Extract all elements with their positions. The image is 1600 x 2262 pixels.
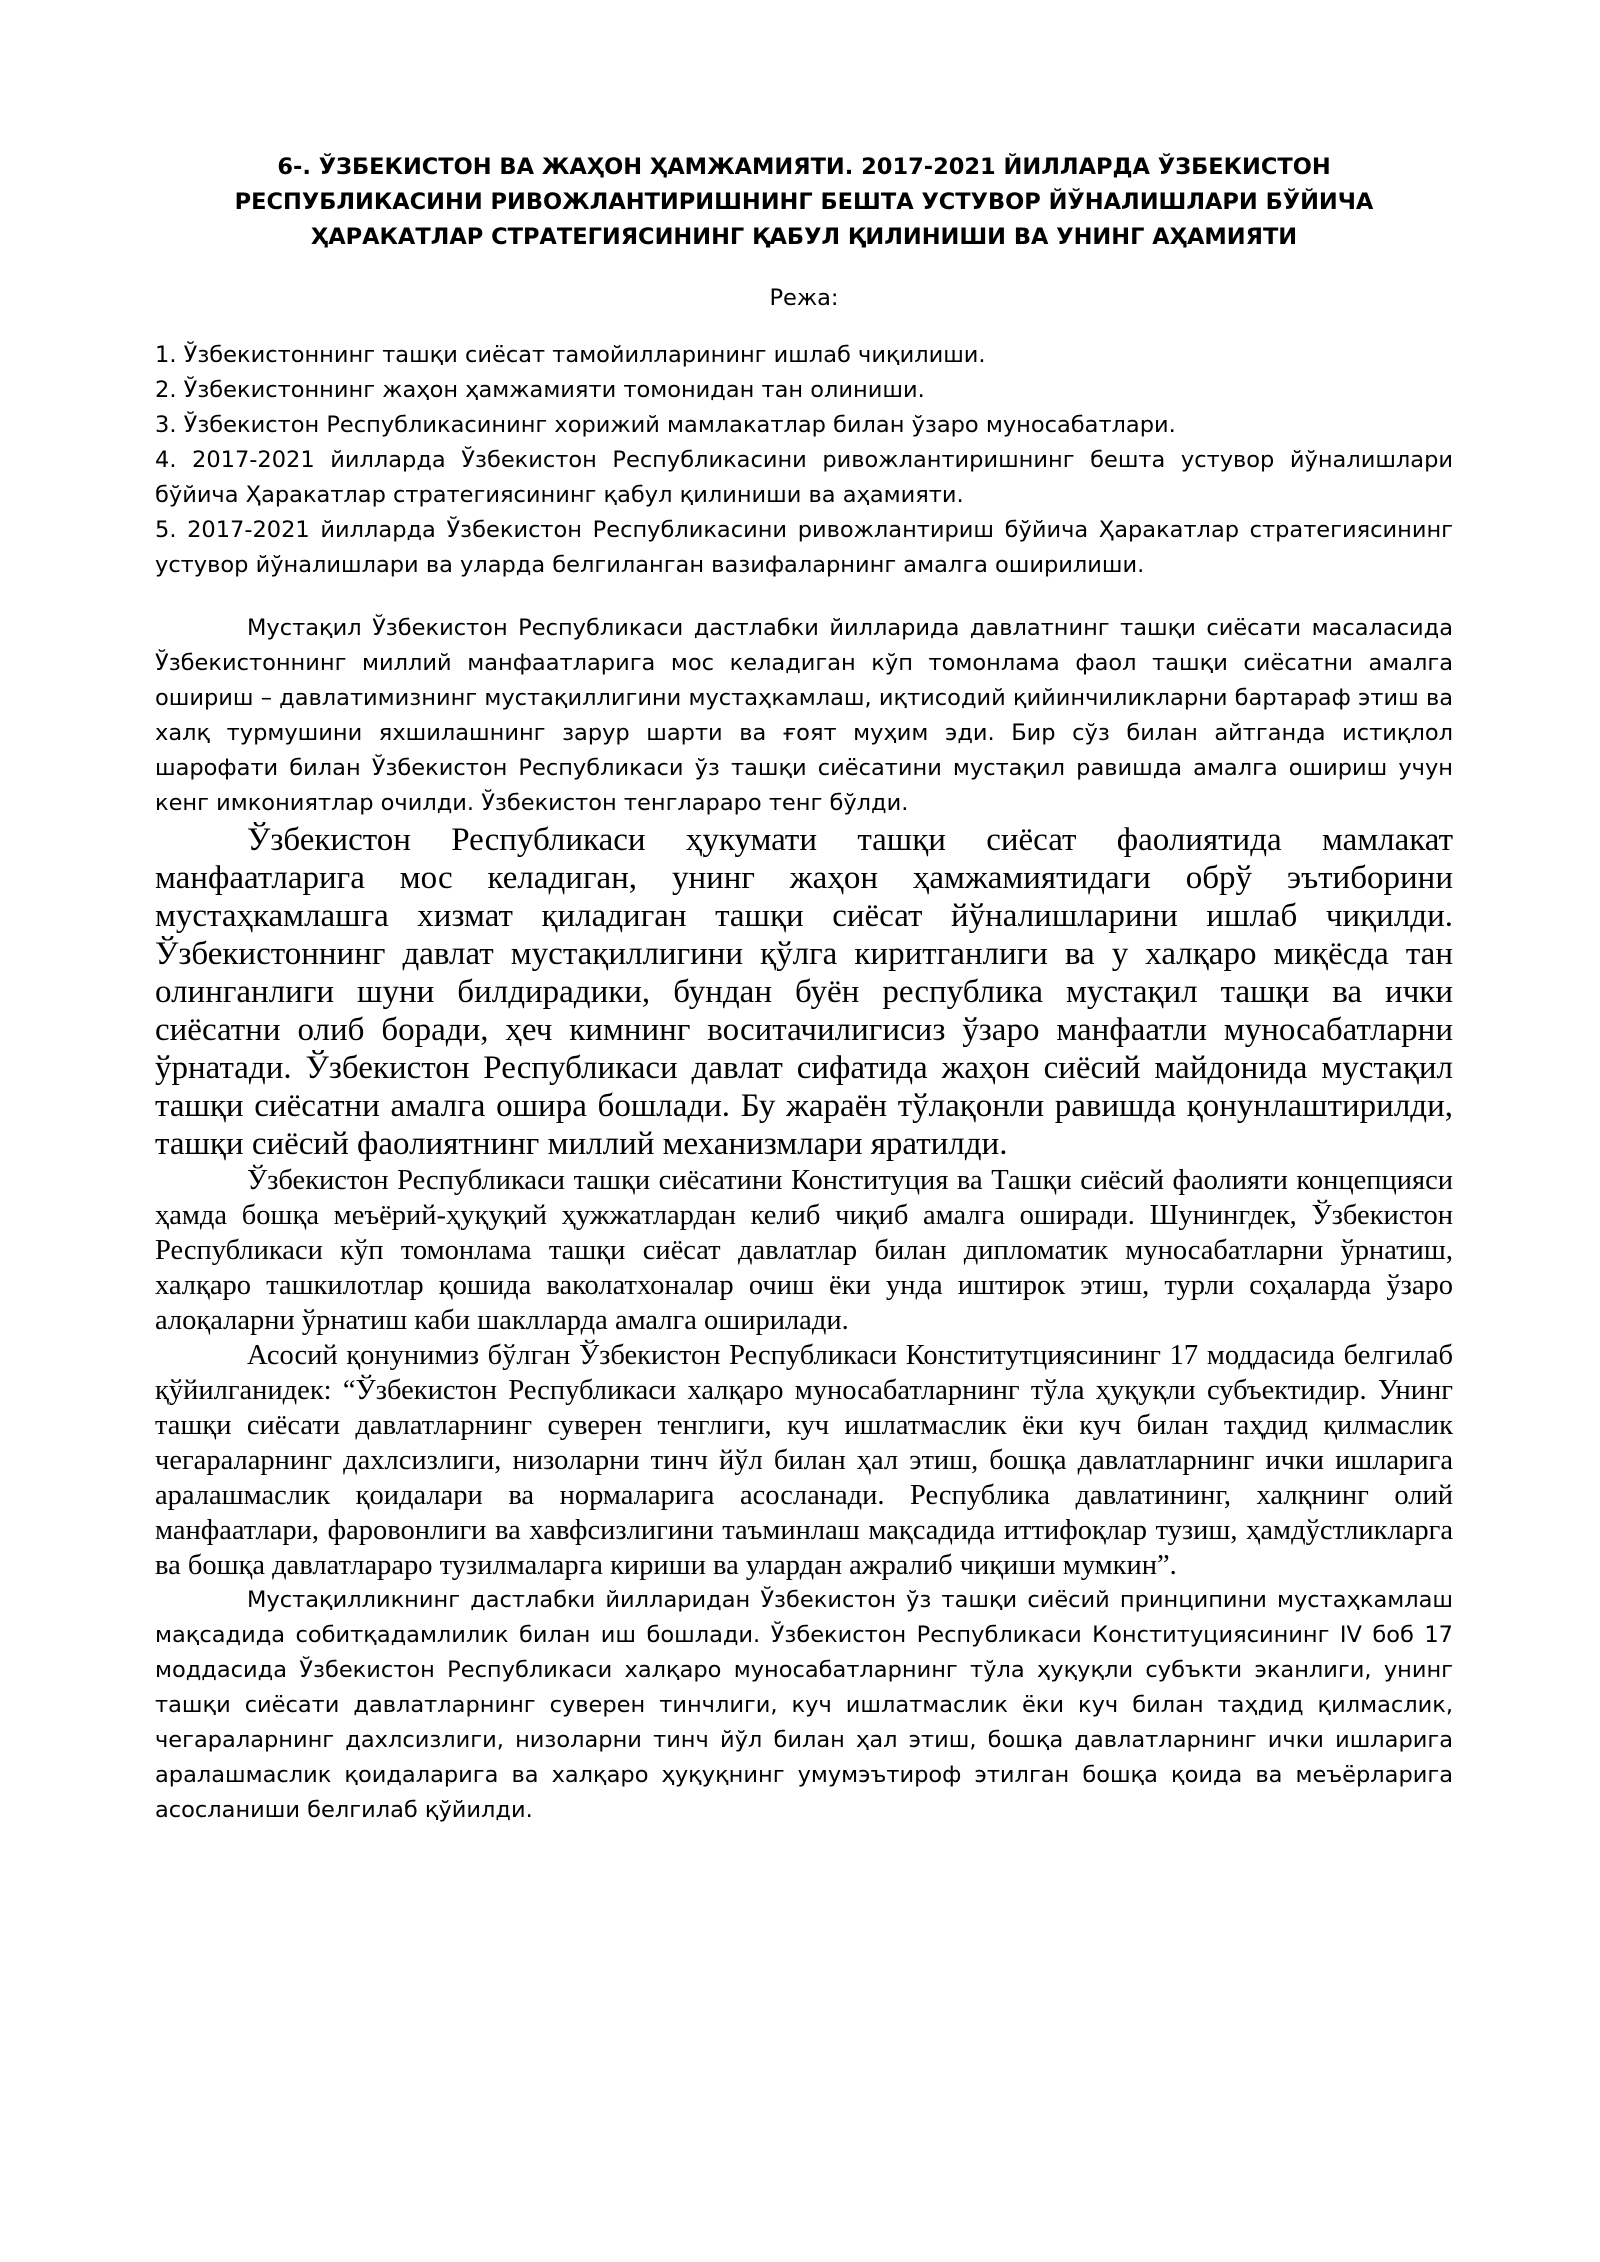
- document-page: [155, 150, 1453, 1828]
- plan-heading: Режа:: [769, 285, 839, 311]
- plan-item: 4. 2017-2021 йилларда Ўзбекистон Республикасини ривожлантиришнинг бешта устувор йўналишлари бўйича Ҳаракатлар стратегиясининг қабул қилиниши ва аҳамияти.: [155, 447, 1453, 508]
- document-title: 6-. ЎЗБЕКИСТОН ВА ЖАҲОН ҲАМЖАМИЯТИ. 2017-2021 ЙИЛЛАРДА ЎЗБЕКИСТОН РЕСПУБЛИКАСИНИ РИВОЖЛАНТИРИШНИНГ БЕШТА УСТУВОР ЙЎНАЛИШЛАРИ БЎЙИЧА ҲАРАКАТЛАР СТРАТЕГИЯСИНИНГ ҚАБУЛ ҚИЛИНИШИ ВА УНИНГ АҲАМИЯТИ: [234, 154, 1374, 250]
- body-paragraph: Ўзбекистон Республикаси ташқи сиёсатини Конституция ва Ташқи сиёсий фаолияти концепцияси ҳамда бошқа меъёрий-ҳуқуқий ҳужжатлардан келиб чиқиб амалга оширади. Шунингдек, Ўзбекистон Республикаси кўп томонлама ташқи сиёсат давлатлар билан дипломатик муносабатларни ўрнатиш, халқаро ташкилотлар қошида ваколатхоналар очиш ёки унда иштирок этиш, турли соҳаларда ўзаро алоқаларни ўрнатиш каби шаклларда амалга оширилади.: [155, 1165, 1453, 1336]
- plan-item: 1. Ўзбекистоннинг ташқи сиёсат тамойилларининг ишлаб чиқилиши.: [155, 342, 986, 368]
- body-paragraph: Мустақил Ўзбекистон Республикаси дастлабки йилларида давлатнинг ташқи сиёсати масаласида Ўзбекистоннинг миллий манфаатларига мос келадиган кўп томонлама фаол ташқи сиёсатни амалга ошириш – давлатимизнинг мустақиллигини мустаҳкамлаш, иқтисодий қийинчиликларни бартараф этиш ва халқ турмушини яхшилашнинг зарур шарти ва ғоят муҳим эди. Бир сўз билан айтганда истиқлол шарофати билан Ўзбекистон Республикаси ўз ташқи сиёсатини мустақил равишда амалга ошириш учун кенг имкониятлар очилди. Ўзбекистон тенглараро тенг бўлди.: [155, 615, 1453, 816]
- plan-item: 5. 2017-2021 йилларда Ўзбекистон Республикасини ривожлантириш бўйича Ҳаракатлар стратегиясининг устувор йўналишлари ва уларда белгиланган вазифаларнинг амалга оширилиши.: [155, 517, 1453, 578]
- plan-item: 2. Ўзбекистоннинг жаҳон ҳамжамияти томонидан тан олиниши.: [155, 377, 925, 403]
- body-paragraph: Асосий қонунимиз бўлган Ўзбекистон Республикаси Конститутциясининг 17 моддасида белгилаб қўйилганидек: “Ўзбекистон Республикаси халқаро муносабатларнинг тўла ҳуқуқли субъектидир. Унинг ташқи сиёсати давлатларнинг суверен тенглиги, куч ишлатмаслик ёки куч билан таҳдид қилмаслик чегараларнинг дахлсизлиги, низоларни тинч йўл билан ҳал этиш, бошқа давлатларнинг ички ишларига аралашмаслик қоидалари ва нормаларига асосланади. Республика давлатининг, халқнинг олий манфаатлари, фаровонлиги ва хавфсизлигини таъминлаш мақсадида иттифоқлар тузиш, ҳамдўстликларга ва бошқа давлатлараро тузилмаларга кириши ва улардан ажралиб чиқиши мумкин”.: [155, 1340, 1453, 1581]
- body-paragraph: Ўзбекистон Республикаси ҳукумати ташқи сиёсат фаолиятида мамлакат манфаатларига мос келадиган, унинг жаҳон ҳамжамиятидаги обрў эътиборини мустаҳкамлашга хизмат қиладиган ташқи сиёсат йўналишларини ишлаб чиқилди. Ўзбекистоннинг давлат мустақиллигини қўлга киритганлиги ва у халқаро миқёсда тан олинганлиги шуни билдирадики, бундан буён республика мустақил ташқи ва ички сиёсатни олиб боради, ҳеч кимнинг воситачилигисиз ўзаро манфаатли муносабатларни ўрнатади. Ўзбекистон Республикаси давлат сифатида жаҳон сиёсий майдонида мустақил ташқи сиёсатни амалга ошира бошлади. Бу жараён тўлақонли равишда қонунлаштирилди, ташқи сиёсий фаолиятнинг миллий механизмлари яратилди.: [155, 822, 1453, 1162]
- plan-item: 3. Ўзбекистон Республикасининг хорижий мамлакатлар билан ўзаро муносабатлари.: [155, 412, 1176, 438]
- body-paragraph: Мустақилликнинг дастлабки йилларидан Ўзбекистон ўз ташқи сиёсий принципини мустаҳкамлаш мақсадида собитқадамлилик билан иш бошлади. Ўзбекистон Республикаси Конституциясининг IV боб 17 моддасида Ўзбекистон Республикаси халқаро муносабатларнинг тўла ҳуқуқли субъкти эканлиги, унинг ташқи сиёсати давлатларнинг суверен тинчлиги, куч ишлатмаслик ёки куч билан таҳдид қилмаслик, чегараларнинг дахлсизлиги, низоларни тинч йўл билан ҳал этиш, бошқа давлатларнинг ички ишларига аралашмаслик қоидаларига ва халқаро ҳуқуқнинг умумэътироф этилган бошқа қоида ва меъёрларига асосланиши белгилаб қўйилди.: [155, 1587, 1453, 1823]
- plan-list: [155, 338, 1453, 583]
